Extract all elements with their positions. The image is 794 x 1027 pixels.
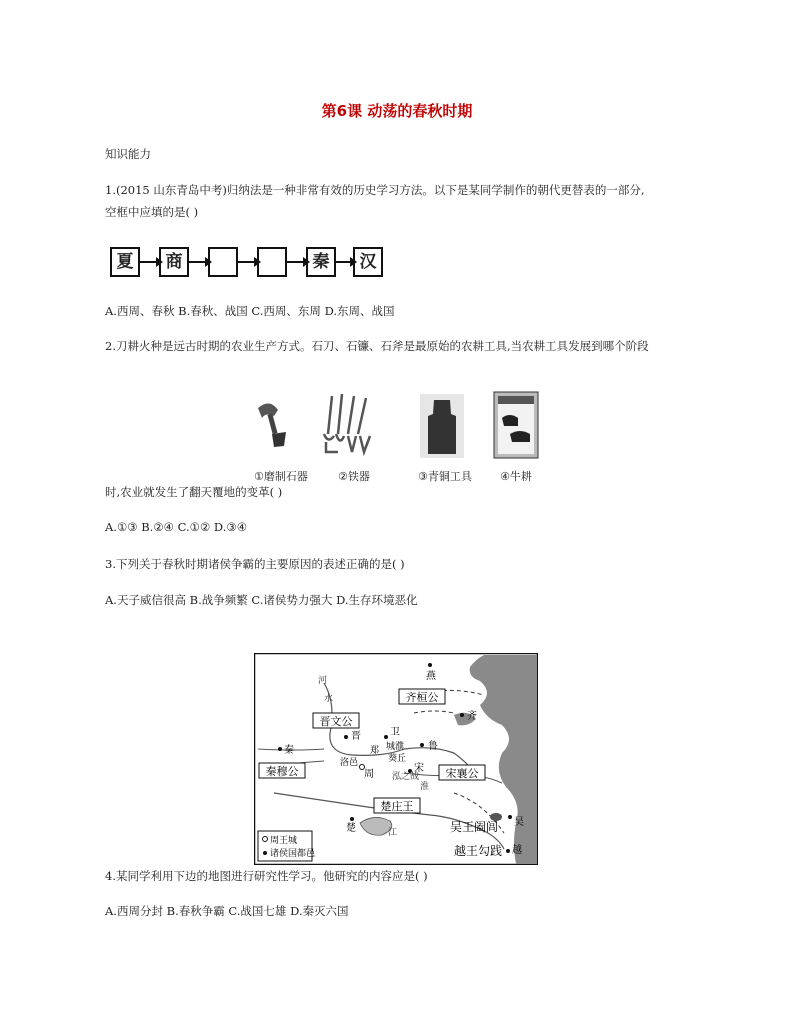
dynasty-box: 秦 <box>306 247 336 277</box>
feature-huai: 淮 <box>420 782 430 792</box>
label-song-xianggong: 宋襄公 <box>445 767 479 780</box>
dynasty-box-blank <box>208 247 238 277</box>
state-wei: 卫 <box>390 727 400 738</box>
q1-stem-line1: 1.(2015 山东青岛中考)归纳法是一种非常有效的历史学习方法。以下是某同学制作的朝代更替表的一部分, <box>105 183 645 197</box>
place-zheng: 郑 <box>370 746 380 756</box>
state-wu: 吴 <box>514 817 524 828</box>
state-qin: 秦 <box>284 745 294 756</box>
dynasty-box-blank <box>257 247 287 277</box>
arrow-icon <box>189 261 206 263</box>
caption-stone-tools: ①磨制石器 <box>254 470 308 483</box>
label-jin-wengong: 晋文公 <box>319 715 353 728</box>
q2-options: A.①③ B.②④ C.①② D.③④ <box>105 520 248 534</box>
feature-he: 河 <box>318 676 328 686</box>
spring-autumn-map <box>254 653 538 865</box>
arrow-icon <box>287 261 304 263</box>
q3-options: A.天子威信很高 B.战争频繁 C.诸侯势力强大 D.生存环境恶化 <box>105 593 418 607</box>
arrow-icon <box>238 261 255 263</box>
place-kuiqiu: 葵丘 <box>388 754 407 764</box>
caption-bronze-tools: ③青铜工具 <box>418 470 472 483</box>
legend-royal-city: 周王城 <box>270 836 298 846</box>
dynasty-box: 商 <box>159 247 189 277</box>
state-qi: 齐 <box>467 711 477 722</box>
arrow-icon <box>336 261 351 263</box>
arrow-icon <box>140 261 157 263</box>
section-heading: 知识能力 <box>105 147 151 161</box>
state-yue: 越 <box>512 845 522 856</box>
q1-stem-line2: 空框中应填的是( ) <box>105 205 199 219</box>
feature-hong-battle: 泓之战 <box>392 772 420 782</box>
label-qin-mugong: 秦穆公 <box>265 765 299 778</box>
label-chu-zhuangwang: 楚庄王 <box>380 800 414 813</box>
q1-options: A.西周、春秋 B.春秋、战国 C.西周、东周 D.东周、战国 <box>105 304 395 318</box>
dynasty-box: 夏 <box>110 247 140 277</box>
label-wu-helu: 吴王阖闾 <box>450 820 499 834</box>
caption-ox-plough: ④牛耕 <box>500 470 532 483</box>
state-song: 宋 <box>414 763 424 774</box>
state-chu: 楚 <box>346 823 356 834</box>
tools-figure <box>248 390 546 486</box>
place-zhou: 周 <box>364 769 374 780</box>
place-luoyi: 洛邑 <box>340 758 359 768</box>
label-yue-goujian: 越王勾践 <box>454 844 503 858</box>
q2-stem-line1: 2.刀耕火种是远古时期的农业生产方式。石刀、石镰、石斧是最原始的农耕工具,当农耕工具发展到哪个阶段 <box>105 339 649 353</box>
label-qi-huangong: 齐桓公 <box>405 691 439 704</box>
state-lu: 鲁 <box>428 741 438 752</box>
stone-tool-icon <box>258 403 286 447</box>
legend-vassal-capital: 诸侯国都邑 <box>270 849 316 859</box>
q3-stem: 3.下列关于春秋时期诸侯争霸的主要原因的表述正确的是( ) <box>105 557 405 571</box>
q4-options: A.西周分封 B.春秋争霸 C.战国七雄 D.秦灭六国 <box>105 904 349 918</box>
state-yan: 燕 <box>426 671 436 682</box>
state-jin: 晋 <box>351 731 361 742</box>
q2-stem-line2: 时,农业就发生了翻天覆地的变革( ) <box>105 485 283 499</box>
feature-shui: 水 <box>324 694 334 704</box>
caption-iron-tools: ②铁器 <box>338 470 370 483</box>
feature-jiang: 江 <box>388 828 398 838</box>
iron-tools-icon <box>324 394 370 452</box>
page-title: 第6课 动荡的春秋时期 <box>321 102 473 120</box>
q4-stem: 4.某同学利用下边的地图进行研究性学习。他研究的内容应是( ) <box>105 869 428 883</box>
dynasty-box: 汉 <box>353 247 383 277</box>
place-chengpu: 城濮 <box>386 742 405 752</box>
